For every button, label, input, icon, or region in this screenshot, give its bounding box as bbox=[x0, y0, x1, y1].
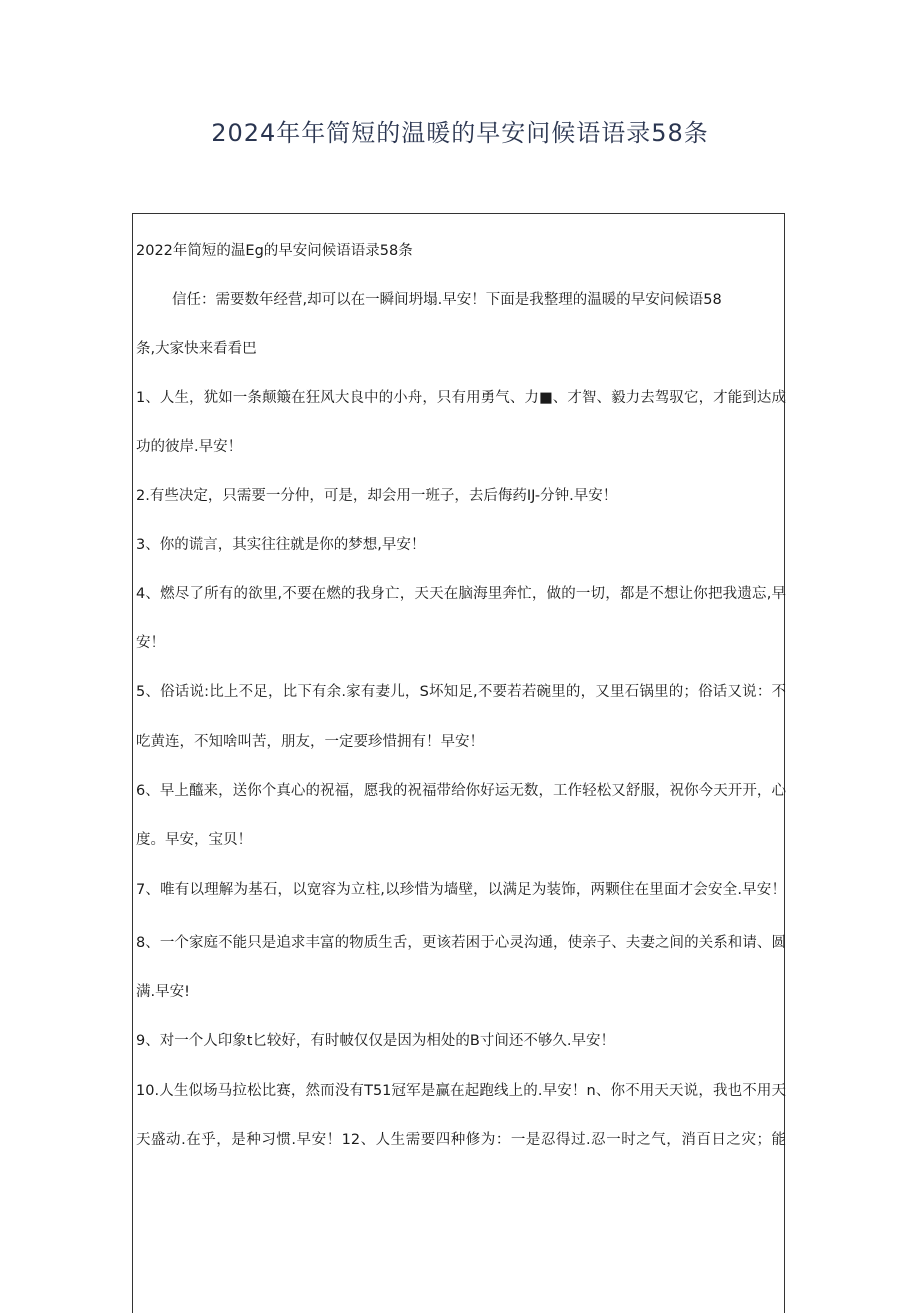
paragraph-line: 8、一个家庭不能只是追求丰富的物质生舌，更该若困于心灵沟通，使亲子、夫妻之间的关系和请、圆 bbox=[136, 935, 786, 951]
intro-line: 信任：需要数年经营,却可以在一瞬间坍塌.早安！下面是我整理的温暖的早安问候语58 bbox=[172, 292, 722, 308]
paragraph-line: 度。早安，宝贝！ bbox=[136, 832, 252, 848]
paragraph-line: 10.人生似场马拉松比赛，然而没有T51冠军是赢在起跑线上的.早安！n、你不用天天说，我也不用天 bbox=[136, 1083, 786, 1099]
subtitle-line: 2022年简短的温Eg的早安问候语语录58条 bbox=[136, 243, 413, 259]
paragraph-line: 2.有些决定，只需要一分仲，可是，却会用一班子，去后侮药IJ-分钟.早安！ bbox=[136, 488, 618, 504]
paragraph-line: 安！ bbox=[136, 635, 165, 651]
paragraph-line: 天盛动.在乎，是种习惯.早安！12、人生需要四种修为：一是忍得过.忍一时之气，消百日之灾；能 bbox=[136, 1132, 786, 1148]
paragraph-line: 5、俗话说:比上不足，比下有余.家有妻儿，S坏知足,不要若若碗里的，又里石锅里的；俗话又说：不 bbox=[136, 684, 786, 700]
paragraph-line: 3、你的谎言，其实往往就是你的梦想,早安！ bbox=[136, 537, 426, 553]
intro-line-cont: 条,大家快来看看巴 bbox=[136, 341, 257, 357]
paragraph-line: 9、对一个人印象t匕较好，有时帔仅仅是因为相处的B寸间还不够久.早安！ bbox=[136, 1033, 615, 1049]
paragraph-line: 4、燃尽了所有的欲里,不要在燃的我身亡，天天在脑海里奔忙，做的一切，都是不想让你把我遗忘,早 bbox=[136, 586, 786, 602]
paragraph-line: 满.早安! bbox=[136, 984, 190, 1000]
paragraph-line: 6、早上醯来，送你个真心的祝福，愿我的祝福带给你好运无数，工作轻松又舒服，祝你今天开开，心 bbox=[136, 783, 786, 799]
paragraph-line: 功的彼岸.早安！ bbox=[136, 439, 243, 455]
document-title: 2024年年简短的温暖的早安问候语语录58条 bbox=[211, 119, 709, 147]
paragraph-line: 吃黄连，不知啥叫苦，朋友，一定要珍惜拥有！早安！ bbox=[136, 734, 484, 750]
paragraph-line: 7、唯有以理解为基石，以宽容为立柱,以珍惜为墙壁，以满足为装饰，两颗住在里面才会安全.早安！ bbox=[136, 882, 786, 898]
paragraph-line: 1、人生，犹如一条颠簸在狂风大良中的小舟，只有用勇气、力■、才智、毅力去驾驭它，才能到达成 bbox=[136, 390, 786, 406]
